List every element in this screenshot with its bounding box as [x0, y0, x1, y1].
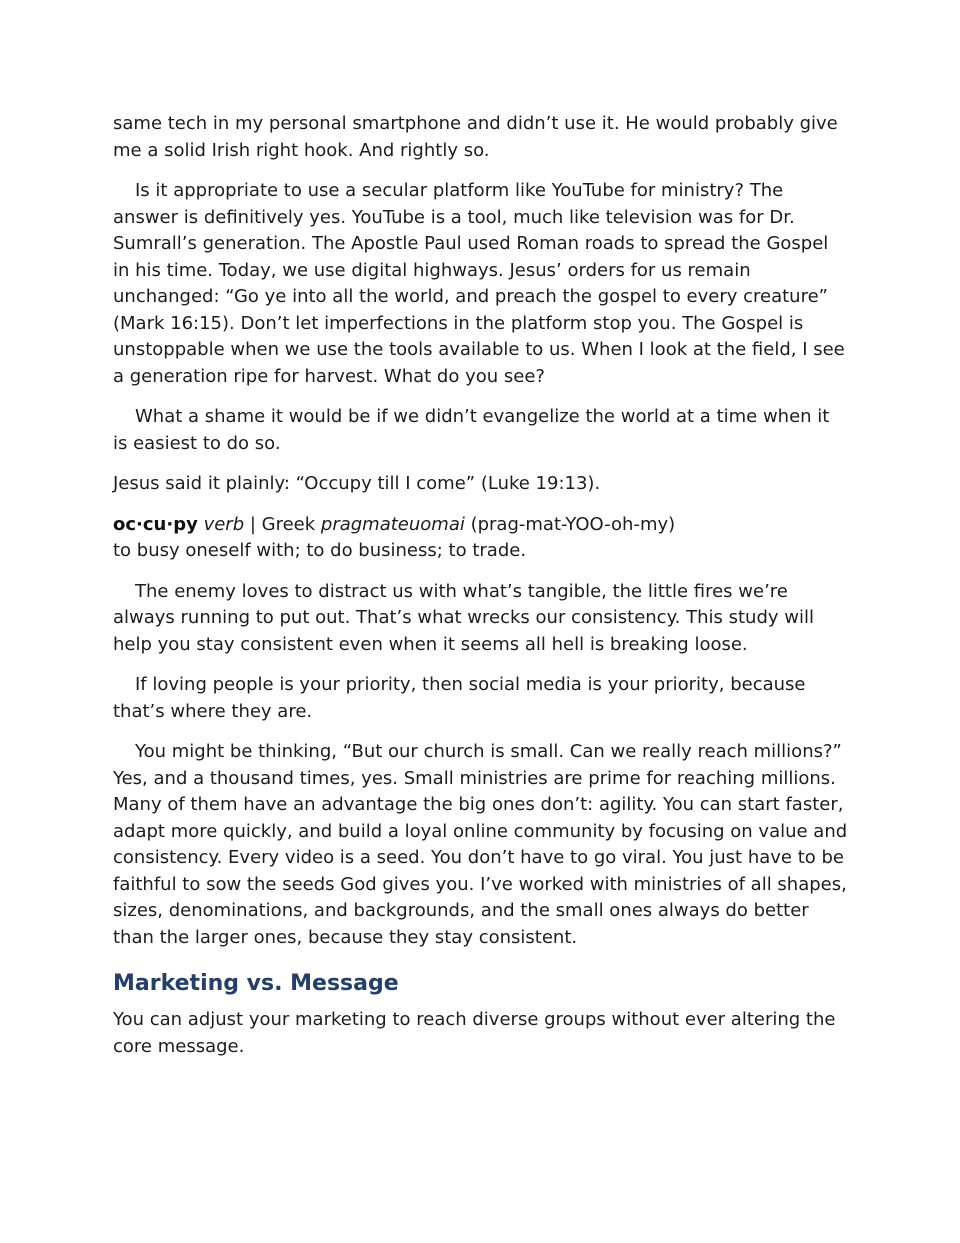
definition-block [113, 512, 848, 565]
definition-term: oc·cu·py [113, 513, 198, 535]
definition-separator: | Greek [244, 513, 321, 535]
definition-part-of-speech: verb [203, 513, 245, 535]
paragraph-3: What a shame it would be if we didn’t evangelize the world at a time when it is easiest to do so. [113, 406, 830, 454]
definition-meaning: to busy oneself with; to do business; to trade. [113, 540, 527, 561]
document-page [113, 111, 848, 1074]
paragraph-7: You might be thinking, “But our church is small. Can we really reach millions?” Yes, and a thousand times, yes. Small ministries are prime for reaching millions. Many of them have an advantage the big ones don’t: agility. You can start faster, adapt more quickly, and build a loyal online community by focusing on value and consistency. Every video is a seed. You don’t have to go viral. You just have to be faithful to sow the seeds God gives you. I’ve worked with ministries of all shapes, sizes, denominations, and backgrounds, and the small ones always do better than the larger ones, because they stay consistent. [113, 741, 848, 948]
paragraph-1: same tech in my personal smartphone and didn’t use it. He would probably give me a solid Irish right hook. And rightly so. [113, 113, 838, 161]
definition-headline [113, 512, 848, 539]
paragraph-4: Jesus said it plainly: “Occupy till I come” (Luke 19:13). [113, 473, 601, 494]
paragraph-2: Is it appropriate to use a secular platform like YouTube for ministry? The answer is definitively yes. YouTube is a tool, much like television was for Dr. Sumrall’s generation. The Apostle Paul used Roman roads to spread the Gospel in his time. Today, we use digital highways. Jesus’ orders for us remain unchanged: “Go ye into all the world, and preach the gospel to every creature” (Mark 16:15). Don’t let imperfections in the platform stop you. The Gospel is unstoppable when we use the tools available to us. When I look at the field, I see a generation ripe for harvest. What do you see? [113, 180, 845, 387]
paragraph-8: You can adjust your marketing to reach diverse groups without ever altering the core message. [113, 1009, 836, 1057]
paragraph-6: If loving people is your priority, then social media is your priority, because that’s where they are. [113, 674, 806, 722]
definition-pronunciation: (prag-mat-YOO-oh-my) [464, 513, 676, 535]
paragraph-5: The enemy loves to distract us with what’s tangible, the little fires we’re always running to put out. That’s what wrecks our consistency. This study will help you stay consistent even when it seems all hell is breaking loose. [113, 580, 814, 655]
section-heading: Marketing vs. Message [113, 971, 399, 996]
definition-greek-word: pragmateuomai [320, 513, 465, 535]
